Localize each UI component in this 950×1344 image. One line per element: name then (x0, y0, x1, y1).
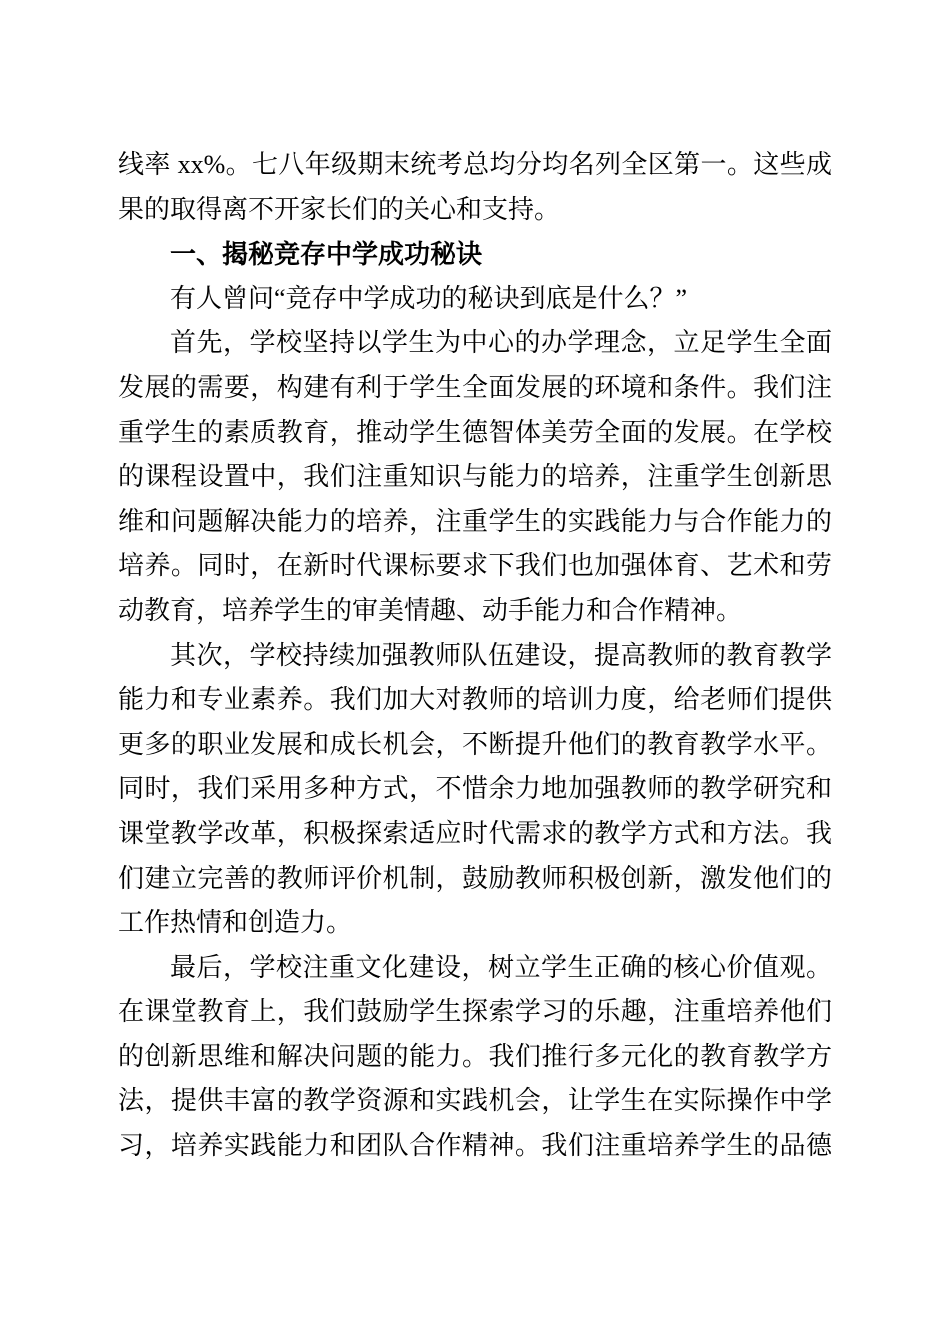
text-line: 在课堂教育上，我们鼓励学生探索学习的乐趣，注重培养他们 (118, 997, 832, 1027)
text-line: 维和问题解决能力的培养，注重学生的实践能力与合作能力的 (118, 506, 832, 536)
text-line: 的课程设置中，我们注重知识与能力的培养，注重学生创新思 (118, 462, 832, 492)
text-line: 习，培养实践能力和团队合作精神。我们注重培养学生的品德 (118, 1131, 832, 1161)
document-text-block (118, 143, 832, 1169)
text-line: 课堂教学改革，积极探索适应时代需求的教学方式和方法。我 (118, 818, 832, 848)
text-line: 同时，我们采用多种方式，不惜余力地加强教师的教学研究和 (118, 774, 832, 804)
text-line: 线率 xx%。七八年级期末统考总均分均名列全区第一。这些成 (118, 150, 832, 179)
text-line: 法，提供丰富的教学资源和实践机会，让学生在实际操作中学 (118, 1086, 832, 1116)
text-line: 果的取得离不开家长们的关心和支持。 (118, 194, 561, 224)
text-line: 更多的职业发展和成长机会，不断提升他们的教育教学水平。 (118, 729, 832, 759)
text-line: 其次，学校持续加强教师队伍建设，提高教师的教育教学 (170, 640, 832, 670)
text-line: 们建立完善的教师评价机制，鼓励教师积极创新，激发他们的 (118, 863, 832, 893)
text-line: 工作热情和创造力。 (118, 908, 353, 938)
text-line: 有人曾问“竞存中学成功的秘诀到底是什么？” (170, 283, 688, 313)
text-line: 发展的需要，构建有利于学生全面发展的环境和条件。我们注 (118, 372, 832, 402)
text-line: 最后，学校注重文化建设，树立学生正确的核心价值观。 (170, 952, 832, 982)
text-line: 培养。同时，在新时代课标要求下我们也加强体育、艺术和劳 (118, 551, 832, 581)
text-line: 首先，学校坚持以学生为中心的办学理念，立足学生全面 (170, 328, 832, 358)
text-line: 的创新思维和解决问题的能力。我们推行多元化的教育教学方 (118, 1041, 832, 1071)
text-line: 能力和专业素养。我们加大对教师的培训力度，给老师们提供 (118, 685, 832, 715)
section-heading: 一、揭秘竞存中学成功秘诀 (170, 239, 483, 270)
text-line: 动教育，培养学生的审美情趣、动手能力和合作精神。 (118, 595, 743, 625)
text-line: 重学生的素质教育，推动学生德智体美劳全面的发展。在学校 (118, 417, 832, 447)
